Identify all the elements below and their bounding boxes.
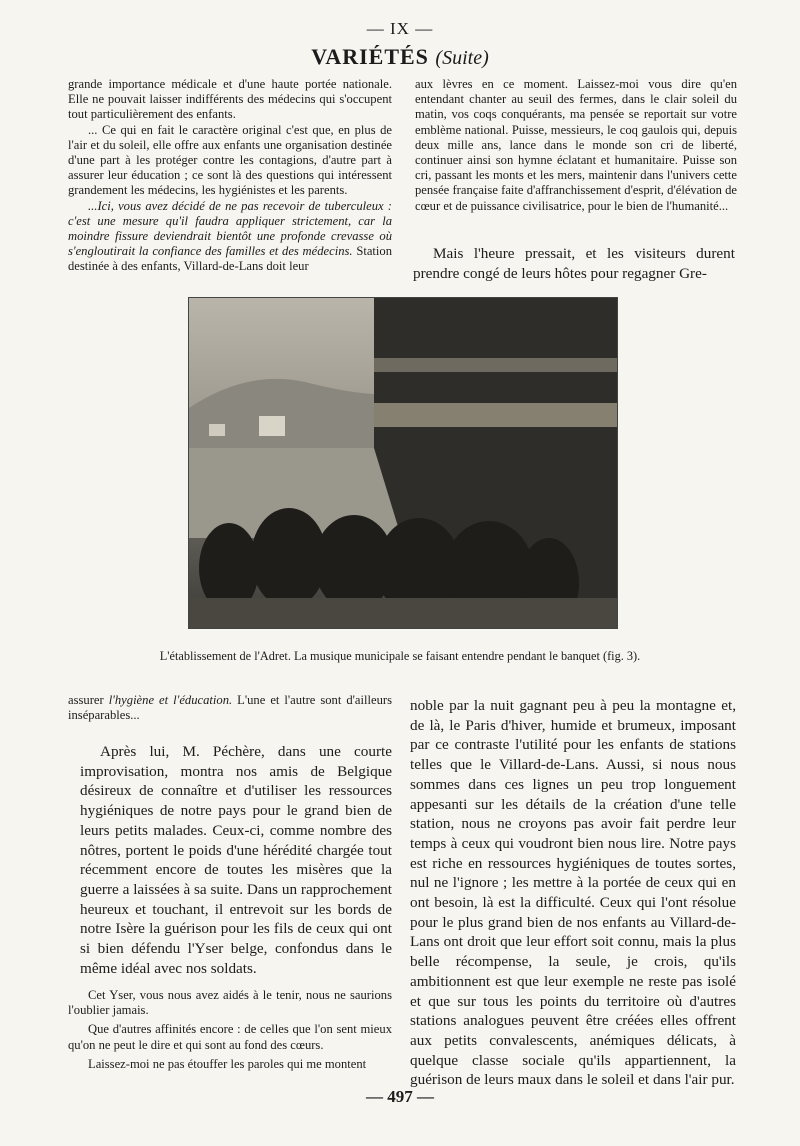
lower-balcony bbox=[374, 403, 617, 427]
paragraph: Mais l'heure pressait, et les visiteurs durent prendre congé de leurs hôtes pour regagner Gre- bbox=[413, 245, 735, 282]
left-top-column bbox=[68, 77, 392, 275]
right-bottom-main bbox=[410, 696, 736, 1090]
paragraph bbox=[68, 199, 392, 275]
paragraph: aux lèvres en ce moment. Laissez-moi vous dire qu'en entendant chanter au seuil des fermes, dans le clair soleil du matin, vos coqs conquérants, ma pensée se reportait sur votre emblème national. Puisse, messieurs, le coq gaulois qui, depuis deux mille ans, lance dans le monde son cri de liberté, continuer ainsi son hymne éclatant et humanitaire. Puisse son cri, passant les monts et les mers, maintenir dans l'univers cette pensée française faite d'affranchissement d'esprit, d'élévation de cœur et de puissance civilisatrice, pour le bien de l'humanité... bbox=[415, 77, 737, 213]
right-top-paragraph bbox=[413, 244, 735, 283]
italic-phrase: l'hygiène et l'éducation. bbox=[108, 693, 233, 707]
italic-quote: ...Ici, vous avez décidé de ne pas recevoir de tuberculeux : c'est une mesure qu'il faudra appliquer strictement, car la moindre fissure deviendrait bientôt une profonde crevasse où s'engloutirait la confiance des familles et des médecins. bbox=[68, 198, 392, 259]
paragraph bbox=[68, 693, 392, 723]
figure-caption: L'établissement de l'Adret. La musique municipale se faisant entendre pendant le banquet (fig. 3). bbox=[159, 649, 641, 663]
left-bottom-main bbox=[80, 742, 392, 978]
left-bottom-quotes bbox=[68, 988, 392, 1072]
paragraph: Que d'autres affinités encore : de celles que l'on sent mieux qu'on ne peut le dire et qui sont au fond des cœurs. bbox=[68, 1022, 392, 1052]
foreground-ground bbox=[189, 598, 617, 628]
left-bottom-quote bbox=[68, 693, 392, 723]
paragraph: noble par la nuit gagnant peu à peu la montagne et, de là, le Paris d'hiver, humide et brumeux, imposant par ce contraste l'utilité pour les enfants de stations telles que le Villard-de-Lans. Aussi, si nous nous sommes dans ces lignes un peu trop longuement appesanti sur les détails de la création d'une telle station, nous ne croyons pas avoir fait perdre leur temps à ceux qui voudront bien nous lire. Notre pays est riche en ressources hygiéniques de toutes sortes, nul ne l'ignore ; les mettre à la portée de ceux qui en ont besoin, là est la difficulté. Ceux qui l'ont résolue pour le plus grand bien de nos enfants au Villard-de-Lans ont droit que leur effort soit connu, mais la plus belle récompense, la seule, je crois, qu'ils ambitionnent est que leur exemple ne reste pas isolé et que sur tous les points du territoire où d'autres stations analogues peuvent être créées elles offrent aux petits convalescents, anémiques délicats, à quelque classe sociale qu'ils appartiennent, la guérison de leurs maux dans le soleil et dans l'air pur. bbox=[410, 697, 736, 1089]
section-number: — IX — bbox=[366, 19, 434, 38]
paragraph: Après lui, M. Péchère, dans une courte improvisation, montra nos amis de Belgique désireux de connaître et d'utiliser les ressources hygiéniques de notre pays pour le grand bien de leurs petits malades. Ceux-ci, comme nombre des nôtres, portent le poids d'une hérédité chargée tout récemment encore de toutes les misères que la guerre a laissées à sa suite. Dans un rapprochement heureux et touchant, il entrevoit sur les bords de notre Isère la guérison pour les fils de ceux qui ont si bien défendu l'Yser belge, confondus dans le même idéal avec nos soldats. bbox=[80, 743, 392, 977]
title-suffix: (Suite) bbox=[435, 47, 489, 69]
upper-balcony bbox=[374, 358, 617, 372]
photograph-establishment bbox=[188, 297, 618, 629]
paragraph: Laissez-moi ne pas étouffer les paroles qui me montent bbox=[88, 1056, 367, 1071]
right-top-column bbox=[415, 77, 737, 214]
quote-rest: L'une et l'autre sont d'ailleurs inséparables... bbox=[68, 693, 392, 723]
photo-illustration bbox=[189, 298, 617, 628]
title-text: VARIÉTÉS bbox=[311, 44, 429, 69]
distant-house bbox=[259, 416, 285, 436]
page-number: — 497 — bbox=[366, 1087, 434, 1106]
paragraph: ... Ce qui en fait le caractère original c'est que, en plus de l'air et du soleil, elle offre aux enfants une organisation destinée d'une part à les protéger contre les contagions, d'autre part à assurer leur éducation ; ce sont là des questions qui intéressent grandement les médecins, les hygiénistes et les parents. bbox=[68, 122, 392, 198]
quote-start: assurer bbox=[68, 693, 104, 707]
paragraph: grande importance médicale et d'une haute portée nationale. Elle ne pouvait laisser indifférents des médecins qui s'occupent tout particulièrement des enfants. bbox=[68, 77, 392, 122]
paragraph: Cet Yser, vous nous avez aidés à le tenir, nous ne saurions l'oublier jamais. bbox=[68, 988, 392, 1018]
page-title bbox=[0, 44, 800, 70]
mountain-shape bbox=[189, 379, 399, 458]
distant-house bbox=[209, 424, 225, 436]
paragraph-tail: Station destinée à des enfants, Villard-de-Lans doit leur bbox=[68, 244, 392, 274]
